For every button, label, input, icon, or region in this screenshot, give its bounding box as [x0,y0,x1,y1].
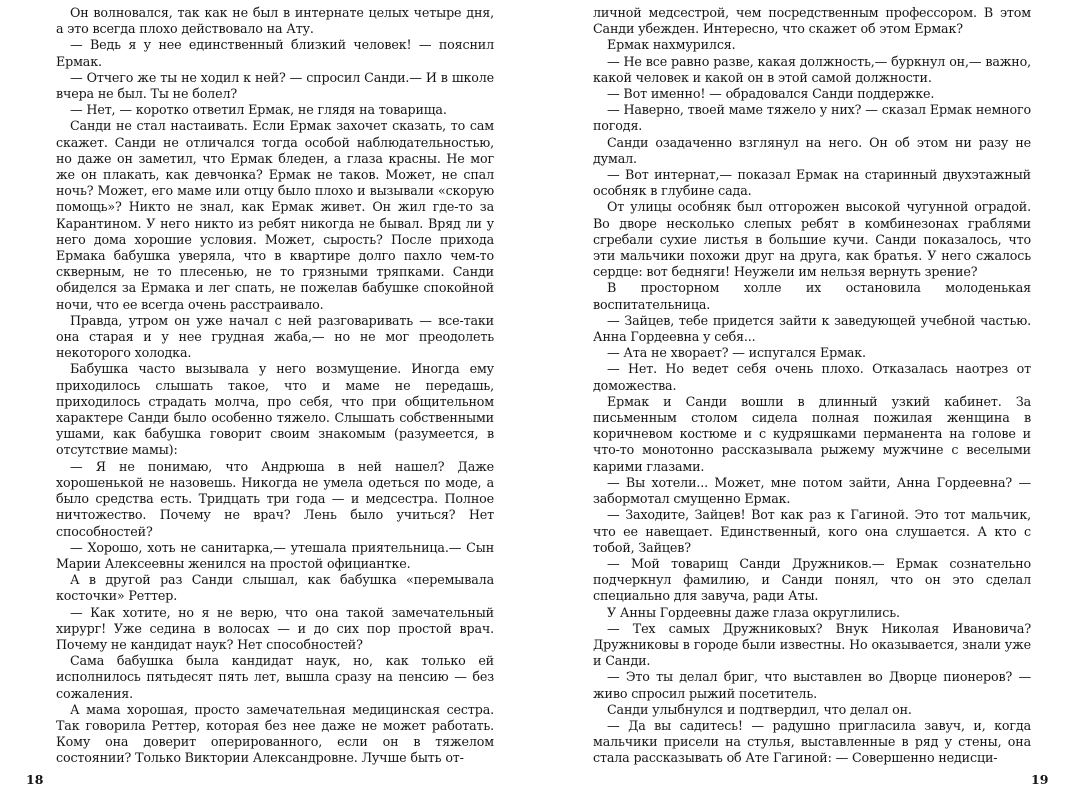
paragraph: — Нет, — коротко ответил Ермак, не глядя на товарища. [70,102,447,118]
paragraph: А в другой раз Санди слышал, как бабушка «перемывала косточки» Реттер. [56,572,494,604]
paragraph: — Тех самых Дружниковых? Внук Николая Ивановича? Дружниковы в городе были известны. Но оказывается, знали уже и Санди. [593,620,1031,669]
paragraph: Сама бабушка была кандидат наук, но, как только ей исполнилось пятьдесят пять лет, вышла сразу на пенсию — без сожаления. [56,653,494,701]
paragraph: Санди озадаченно взглянул на него. Он об этом ни разу не думал. [593,134,1031,166]
paragraph: Санди не стал настаивать. Если Ермак захочет сказать, то сам скажет. Санди не отличался тогда особой наблюдательностью, но даже он заметил, что Ермак бледен, а глаза красны. Не мог же он плакать, как девчонка? Ермак не таков. Может, не спал ночь? Может, его маме или отцу было плохо и вызывали «скорую помощь»? Никто не знал, как Ермак живет. Он жил где-то за Карантином. У него никто из ребят никогда не бывал. Вряд ли у него дома хорошие условия. Может, сырость? После прихода Ермака бабушка уверяла, что в квартире долго пахло чем-то скверным, не то плесенью, не то грязными тряпками. Санди обиделся за Ермака и лег спать, не пожелав бабушке спокойной ночи, что ее всегда очень расстраивало. [56,118,494,312]
right-page [593,5,1031,767]
paragraph: — Отчего же ты не ходил к ней? — спросил Санди.— И в школе вчера не был. Ты не болел? [56,69,494,102]
paragraph: Ермак и Санди вошли в длинный узкий кабинет. За письменным столом сидела полная пожилая женщина в коричневом костюме и с кудряшками перманента на голове и что-то монотонно рассказывала рыжему мужчине с веселыми карими глазами. [593,393,1031,474]
paragraph: — Как хотите, но я не верю, что она такой замечательный хирург! Уже седина в волосах — и до сих пор простой врач. Почему не кандидат наук? Нет способностей? [56,604,494,652]
paragraph: Он волновался, так как не был в интернате целых четыре дня, а это всегда плохо действовало на Ату. [56,5,494,37]
page-number-left: 18 [26,772,44,787]
paragraph: — Не все равно разве, какая должность,— буркнул он,— важно, какой человек и какой он в этой самой должности. [593,53,1031,85]
paragraph: — Мой товарищ Санди Дружников.— Ермак сознательно подчеркнул фамилию, и Санди понял, что он это сделал специально для завуча, ради Аты. [593,555,1031,604]
paragraph: У Анны Гордеевны даже глаза округлились. [607,604,900,620]
paragraph: Санди улыбнулся и подтвердил, что делал он. [607,701,912,717]
paragraph: А мама хорошая, просто замечательная медицинская сестра. Так говорила Реттер, которая без нее даже не может работать. Кому она доверит оперированного, если он в тяжелом состоянии? Только Виктории Александровне. Лучше быть от- [56,701,494,766]
paragraph: — Вы хотели... Может, мне потом зайти, Анна Гордеевна? — забормотал смущенно Ермак. [593,474,1031,507]
paragraph: — Это ты делал бриг, что выставлен во Дворце пионеров? — живо спросил рыжий посетитель. [593,669,1031,701]
paragraph: — Нет. Но ведет себя очень плохо. Отказалась наотрез от доможества. [593,361,1031,393]
paragraph: От улицы особняк был отгорожен высокой чугунной оградой. Во дворе несколько слепых ребят в комбинезонах граблями сгребали сухие листья в большие кучи. Санди показалось, что эти мальчики похожи друг на друга, как братья. У него сжалось сердце: вот бедняги! Неужели им нельзя вернуть зрение? [593,199,1031,280]
paragraph: — Я не понимаю, что Андрюша в ней нашел? Даже хорошенькой не назовешь. Никогда не умела одеться по моде, а было средства есть. Тридцать три года — и медсестра. Полное ничтожество. Почему не врач? Лень было учиться? Нет способностей? [56,458,494,539]
paragraph: Бабушка часто вызывала у него возмущение. Иногда ему приходилось слышать такое, что и маме не передашь, приходилось страдать молча, про себя, что при общительном характере Санди было особенно тяжело. Слышать собственными ушами, как бабушка говорит своим знакомым (разумеется, в отсутствие мамы): [56,361,494,458]
page-number-right: 19 [1031,772,1049,787]
paragraph: — Ведь я у нее единственный близкий человек! — пояснил Ермак. [56,37,494,69]
paragraph: — Зайцев, тебе придется зайти к заведующей учебной частью. Анна Гордеевна у себя... [593,312,1031,345]
paragraph: — Вот интернат,— показал Ермак на старинный двухэтажный особняк в глубине сада. [593,167,1031,199]
paragraph: Ермак нахмурился. [607,37,736,53]
paragraph: — Ата не хворает? — испугался Ермак. [607,345,866,361]
paragraph: — Вот именно! — обрадовался Санди поддержке. [607,86,935,102]
paragraph: Правда, утром он уже начал с ней разговаривать — все-таки она старая и у нее грудная жаба,— но не мог преодолеть некоторого холодка. [56,312,494,361]
paragraph: — Заходите, Зайцев! Вот как раз к Гагиной. Это тот мальчик, что ее навещает. Единственный, кого она слушается. А кто с тобой, Зайцев? [593,507,1031,555]
continuation-paragraph: личной медсестрой, чем посредственным профессором. В этом Санди убежден. Интересно, что скажет об этом Ермак? [593,5,1031,37]
paragraph: — Хорошо, хоть не санитарка,— утешала приятельница.— Сын Марии Алексеевны женился на простой официантке. [56,539,494,571]
paragraph: — Да вы садитесь! — радушно пригласила завуч, и, когда мальчики присели на стулья, выставленные в ряд у стены, она стала рассказывать об Ате Гагиной: — Совершенно недисци- [593,717,1031,766]
left-page [56,5,494,767]
paragraph: — Наверно, твоей маме тяжело у них? — сказал Ермак немного погодя. [593,102,1031,134]
paragraph: В просторном холле их остановила молоденькая воспитательница. [593,280,1031,312]
